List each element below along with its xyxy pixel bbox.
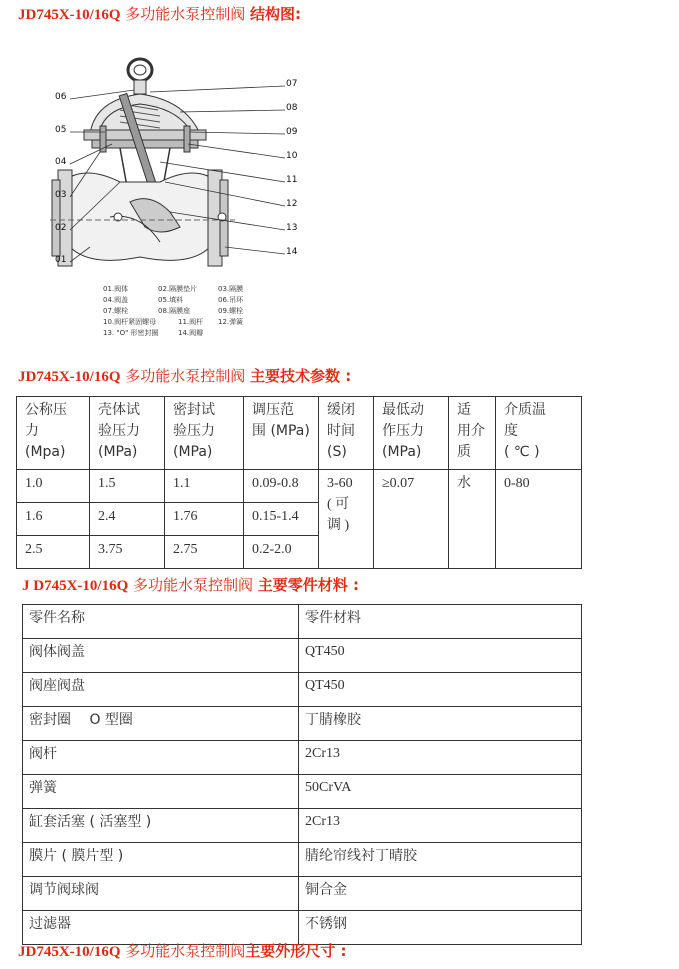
table-cell: 零件名称 xyxy=(23,605,299,639)
callout-11: 11 xyxy=(286,175,298,185)
table-cell: 阀座阀盘 xyxy=(23,673,299,707)
table-row xyxy=(17,470,582,503)
table-cell: 0.15-1.4 xyxy=(244,503,319,536)
header-seal-test-pressure: 密封试 验压力 (MPa) xyxy=(165,397,244,470)
table-cell: 0.2-2.0 xyxy=(244,536,319,569)
section-title-specs xyxy=(18,365,351,386)
header-min-pressure: 最低动 作压力 (MPa) xyxy=(374,397,449,470)
header-close-time: 缓闭 时间 (S) xyxy=(319,397,374,470)
product-name: 多功能水泵控制阀 xyxy=(120,5,251,23)
table-cell: 弹簧 xyxy=(23,775,299,809)
legend-item: 02.隔膜垫片 xyxy=(158,285,198,293)
spec-table xyxy=(16,396,582,569)
section-label: 主要技术参数 : xyxy=(250,367,352,385)
legend-item: 03.隔膜 xyxy=(218,285,244,293)
callout-14: 14 xyxy=(286,247,298,257)
callout-02: 02 xyxy=(55,223,67,233)
table-cell: 膜片 ( 膜片型 ) xyxy=(23,843,299,877)
callout-08: 08 xyxy=(286,103,298,113)
table-cell: 调节阀球阀 xyxy=(23,877,299,911)
product-name: 多功能水泵控制阀 xyxy=(128,576,258,594)
table-cell: 50CrVA xyxy=(299,775,582,809)
table-row xyxy=(23,809,582,843)
header-temperature: 介质温 度 ( ℃ ) xyxy=(496,397,582,470)
medium-cell: 水 xyxy=(449,470,496,569)
table-row xyxy=(23,673,582,707)
table-row xyxy=(23,741,582,775)
callout-01: 01 xyxy=(55,255,67,265)
model-code: JD745X-10/16Q xyxy=(18,944,121,960)
callout-03: 03 xyxy=(55,190,67,200)
table-cell: 2Cr13 xyxy=(299,809,582,843)
legend-item: 06.吊环 xyxy=(218,296,244,304)
section-title-structure xyxy=(18,3,301,24)
table-cell: 铜合金 xyxy=(299,877,582,911)
table-cell: 零件材料 xyxy=(299,605,582,639)
table-cell: 阀体阀盖 xyxy=(23,639,299,673)
table-row xyxy=(23,707,582,741)
product-name: 多功能水泵控制阀 xyxy=(120,942,246,960)
callout-09: 09 xyxy=(286,127,298,137)
callout-07: 07 xyxy=(286,79,298,89)
valve-structure-diagram xyxy=(50,52,310,352)
legend-item: 14.阀瓣 xyxy=(178,329,204,337)
table-cell: 1.6 xyxy=(17,503,90,536)
temperature-cell: 0-80 xyxy=(496,470,582,569)
table-header-row xyxy=(17,397,582,470)
table-row xyxy=(23,639,582,673)
legend-item: 13. "O" 形密封圈 xyxy=(103,329,159,337)
legend-item: 04.阀盖 xyxy=(103,296,129,304)
callout-13: 13 xyxy=(286,223,298,233)
legend-item: 10.阀杆紧固螺母 xyxy=(103,318,157,326)
section-label: 主要零件材料 : xyxy=(257,576,360,594)
close-time-cell: 3-60 ( 可 调 ) xyxy=(319,470,374,569)
table-cell: 1.0 xyxy=(17,470,90,503)
table-cell: QT450 xyxy=(299,673,582,707)
table-cell: 1.1 xyxy=(165,470,244,503)
min-pressure-cell: ≥0.07 xyxy=(374,470,449,569)
table-cell: 1.76 xyxy=(165,503,244,536)
table-cell: 2Cr13 xyxy=(299,741,582,775)
table-cell: 1.5 xyxy=(90,470,165,503)
table-cell: 2.5 xyxy=(17,536,90,569)
table-header-row xyxy=(23,605,582,639)
table-cell: 丁腈橡胶 xyxy=(299,707,582,741)
model-code: J D745X-10/16Q xyxy=(22,578,129,594)
product-name: 多功能水泵控制阀 xyxy=(120,367,251,385)
section-label: 结构图: xyxy=(250,5,302,23)
table-cell: 0.09-0.8 xyxy=(244,470,319,503)
legend-item: 01.阀体 xyxy=(103,285,129,293)
table-row xyxy=(23,775,582,809)
table-cell: 2.4 xyxy=(90,503,165,536)
model-code: JD745X-10/16Q xyxy=(18,7,121,23)
table-cell: QT450 xyxy=(299,639,582,673)
header-nominal-pressure: 公称压 力 (Mpa) xyxy=(17,397,90,470)
legend-item: 07.螺栓 xyxy=(103,307,129,315)
table-cell: 密封圈 O 型圈 xyxy=(23,707,299,741)
legend-item: 11.阀杆 xyxy=(178,318,204,326)
legend-item: 09.螺栓 xyxy=(218,307,244,315)
table-cell: 2.75 xyxy=(165,536,244,569)
legend-item: 12.弹簧 xyxy=(218,318,244,326)
callout-05: 05 xyxy=(55,125,67,135)
table-cell: 阀杆 xyxy=(23,741,299,775)
header-shell-test-pressure: 壳体试 验压力 (MPa) xyxy=(90,397,165,470)
table-cell: 不锈钢 xyxy=(299,911,582,945)
model-code: JD745X-10/16Q xyxy=(18,369,121,385)
table-cell: 3.75 xyxy=(90,536,165,569)
callout-04: 04 xyxy=(55,157,67,167)
header-medium: 适 用介 质 xyxy=(449,397,496,470)
table-cell: 缸套活塞 ( 活塞型 ) xyxy=(23,809,299,843)
section-title-dimensions xyxy=(18,940,347,961)
materials-table xyxy=(22,604,582,945)
callout-06: 06 xyxy=(55,92,67,102)
header-pressure-range: 调压范 围 (MPa) xyxy=(244,397,319,470)
callout-10: 10 xyxy=(286,151,298,161)
callout-12: 12 xyxy=(286,199,298,209)
table-cell: 腈纶帘线衬丁晴胶 xyxy=(299,843,582,877)
table-row xyxy=(23,877,582,911)
table-row xyxy=(23,843,582,877)
section-title-materials xyxy=(22,574,359,595)
legend-item: 08.隔膜座 xyxy=(158,307,191,315)
section-label: 主要外形尺寸 : xyxy=(245,942,347,960)
table-cell: 过滤器 xyxy=(23,911,299,945)
legend-item: 05.填料 xyxy=(158,296,184,304)
